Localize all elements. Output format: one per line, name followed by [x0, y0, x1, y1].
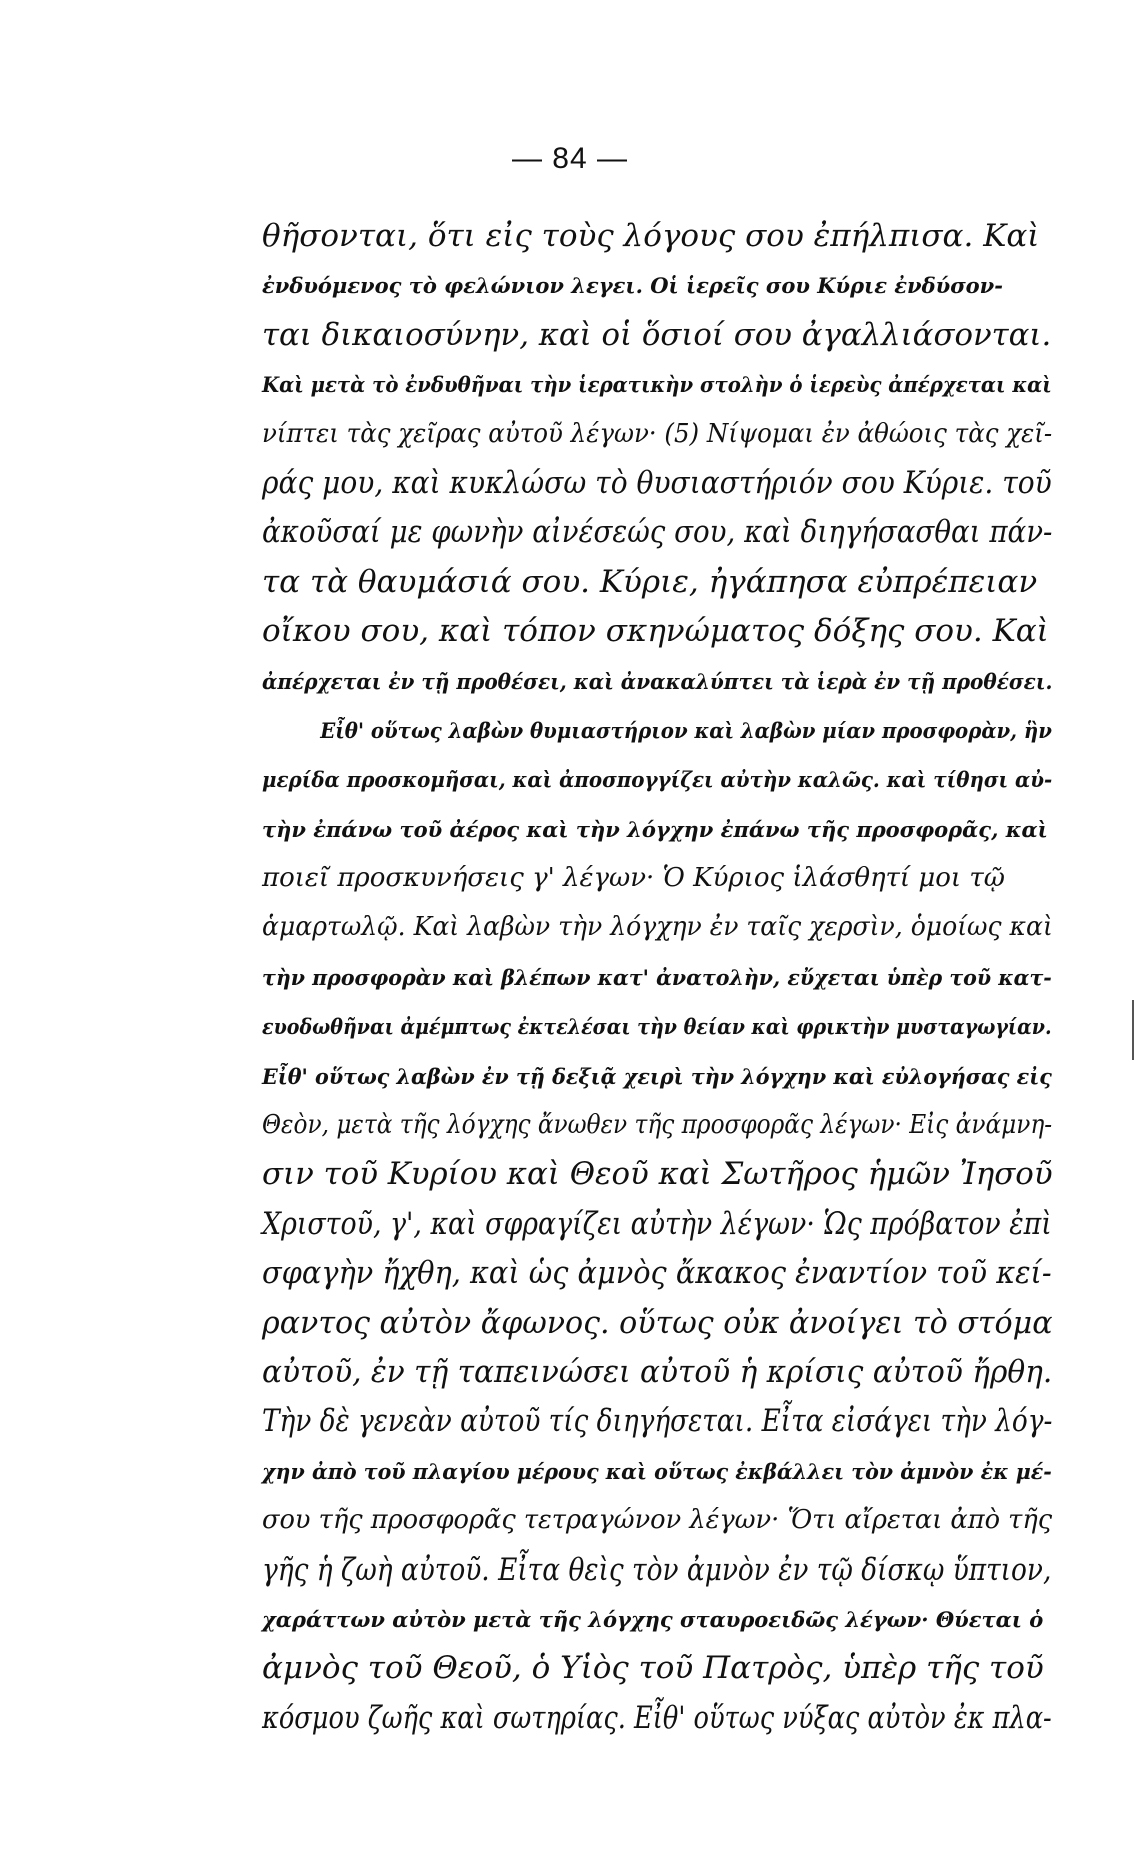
- text-line: κόσμου ζωῆς καὶ σωτηρίας. Εἶθ' οὕτως νύξας αὐτὸν ἐκ πλα-: [262, 1699, 1052, 1736]
- text-line: Εἶθ' οὕτως λαβὼν θυμιαστήριον καὶ λαβὼν μίαν προσφορὰν, ἣν: [320, 717, 1052, 743]
- text-line: Θεὸν, μετὰ τῆς λόγχης ἄνωθεν τῆς προσφορᾶς λέγων· Εἰς ἀνάμνη-: [262, 1110, 1053, 1141]
- text-line: ται δικαιοσύνην, καὶ οἱ ὅσιοί σου ἀγαλλιάσονται.: [262, 316, 1052, 353]
- text-line: Εἶθ' οὕτως λαβὼν ἐν τῇ δεξιᾷ χειρὶ τὴν λόγχην καὶ εὐλογήσας εἰς: [262, 1063, 1052, 1089]
- text-line: ευοδωθῆναι ἀμέμπτως ἐκτελέσαι τὴν θείαν καὶ φρικτὴν μυσταγωγίαν.: [262, 1014, 1052, 1040]
- text-line: τὴν ἐπάνω τοῦ ἀέρος καὶ τὴν λόγχην ἐπάνω τῆς προσφορᾶς, καὶ: [262, 816, 1048, 842]
- text-line: ἀμνὸς τοῦ Θεοῦ, ὁ Υἱὸς τοῦ Πατρὸς, ὑπὲρ τῆς τοῦ: [262, 1650, 1044, 1687]
- text-line: ράς μου, καὶ κυκλώσω τὸ θυσιαστήριόν σου Κύριε. τοῦ: [262, 464, 1052, 501]
- text-line: σιν τοῦ Κυρίου καὶ Θεοῦ καὶ Σωτῆρος ἡμῶν Ἰησοῦ: [262, 1156, 1053, 1193]
- text-line: Χριστοῦ, γ', καὶ σφραγίζει αὐτὴν λέγων· Ὡς πρόβατον ἐπὶ: [262, 1205, 1052, 1242]
- text-line: ποιεῖ προσκυνήσεις γ' λέγων· Ὁ Κύριος ἱλάσθητί μοι τῷ: [262, 863, 1005, 894]
- text-line: χην ἀπὸ τοῦ πλαγίου μέρους καὶ οὕτως ἐκβάλλει τὸν ἀμνὸν ἐκ μέ-: [262, 1458, 1052, 1484]
- text-line: σου τῆς προσφορᾶς τετραγώνον λέγων· Ὅτι αἴρεται ἀπὸ τῆς: [262, 1505, 1053, 1536]
- text-line: τὴν προσφορὰν καὶ βλέπων κατ' ἀνατολὴν, εὔχεται ὑπὲρ τοῦ κατ-: [262, 964, 1052, 990]
- text-line: Τὴν δὲ γενεὰν αὐτοῦ τίς διηγήσεται. Εἶτα εἰσάγει τὴν λόγ-: [262, 1403, 1053, 1440]
- text-line: Καὶ μετὰ τὸ ἐνδυθῆναι τὴν ἱερατικὴν στολὴν ὁ ἱερεὺς ἀπέρχεται καὶ: [262, 372, 1052, 398]
- text-line: ἀπέρχεται ἐν τῇ προθέσει, καὶ ἀνακαλύπτει τὰ ἱερὰ ἐν τῇ προθέσει.: [262, 668, 1053, 694]
- text-line: σφαγὴν ἤχθη, καὶ ὡς ἀμνὸς ἄκακος ἐναντίον τοῦ κεί-: [262, 1255, 1052, 1292]
- margin-mark: [1132, 1000, 1134, 1060]
- text-line: ραντος αὐτὸν ἄφωνος. οὕτως οὐκ ἀνοίγει τὸ στόμα: [262, 1304, 1053, 1341]
- text-line: ἁμαρτωλῷ. Καὶ λαβὼν τὴν λόγχην ἐν ταῖς χερσὶν, ὁμοίως καὶ: [262, 912, 1053, 943]
- text-line: ἐνδυόμενος τὸ φελώνιον λεγει. Οἱ ἱερεῖς σου Κύριε ἐνδύσον-: [262, 273, 1003, 299]
- text-line: ἀκοῦσαί με φωνὴν αἰνέσεώς σου, καὶ διηγήσασθαι πάν-: [262, 514, 1053, 551]
- text-line: αὐτοῦ, ἐν τῇ ταπεινώσει αὐτοῦ ἡ κρίσις αὐτοῦ ἤρθη.: [262, 1353, 1053, 1390]
- text-line: οἴκου σου, καὶ τόπον σκηνώματος δόξης σου. Καὶ: [262, 613, 1049, 650]
- text-line: τα τὰ θαυμάσιά σου. Κύριε, ἠγάπησα εὐπρέπειαν: [262, 563, 1038, 600]
- text-line: θῆσονται, ὅτι εἰς τοὺς λόγους σου ἐπήλπισα. Καὶ: [262, 218, 1040, 254]
- text-line: νίπτει τὰς χεῖρας αὐτοῦ λέγων· (5) Νίψομαι ἐν ἀθώοις τὰς χεῖ-: [262, 418, 1053, 449]
- page-number: — 84 —: [511, 142, 629, 175]
- text-line: μερίδα προσκομῆσαι, καὶ ἀποσπογγίζει αὐτὴν καλῶς. καὶ τίθησι αὐ-: [262, 767, 1053, 793]
- body-text: [262, 212, 1052, 1743]
- text-line: γῆς ἡ ζωὴ αὐτοῦ. Εἶτα θεὶς τὸν ἀμνὸν ἐν τῷ δίσκῳ ὕπτιον,: [262, 1551, 1052, 1588]
- text-line: χαράττων αὐτὸν μετὰ τῆς λόγχης σταυροειδῶς λέγων· Θύεται ὁ: [262, 1606, 1044, 1632]
